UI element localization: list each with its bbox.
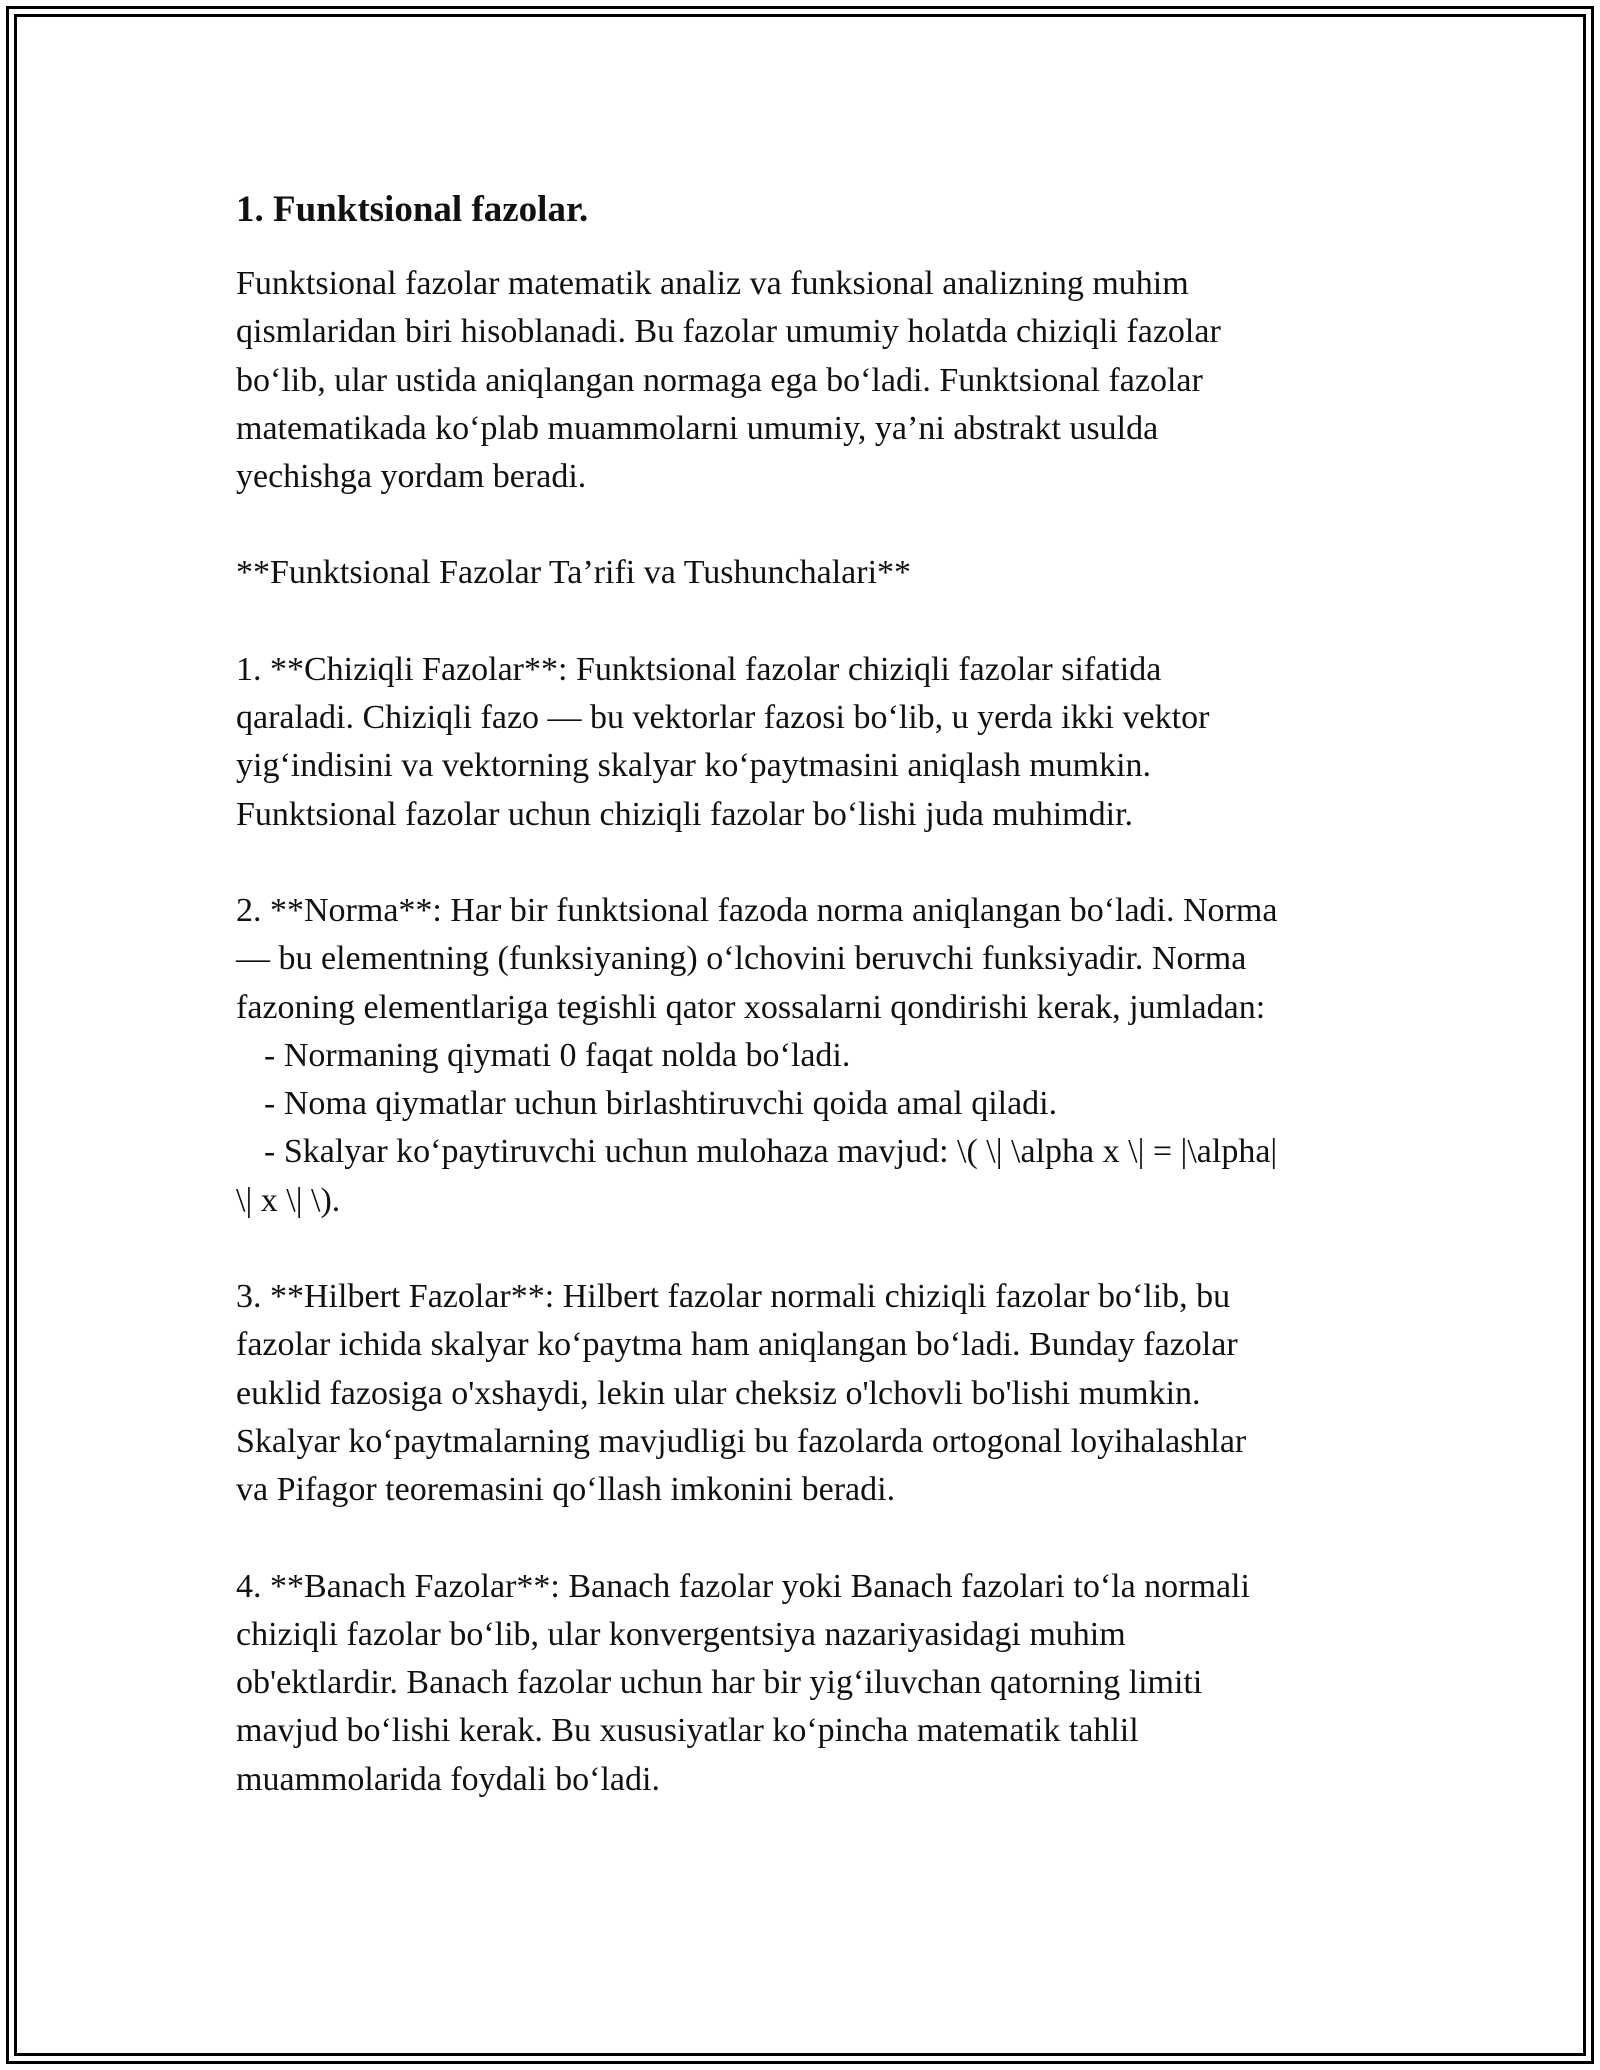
text-line: euklid fazosiga o'xshaydi, lekin ular cheksiz o'lchovli bo'lishi mumkin. — [236, 1374, 1201, 1412]
text-line: ob'ektlardir. Banach fazolar uchun har bir yig‘iluvchan qatorning limiti — [236, 1664, 1203, 1702]
text-line: 1. **Chiziqli Fazolar**: Funktsional fazolar chiziqli fazolar sifatida — [236, 650, 1162, 688]
text-line: Funktsional fazolar matematik analiz va funksional analizning muhim — [236, 265, 1189, 302]
text-line: fazoning elementlariga tegishli qator xossalarni qondirishi kerak, jumladan: — [236, 988, 1266, 1026]
text-line: \| x \| \). — [236, 1181, 341, 1219]
linear-spaces-paragraph — [236, 646, 1366, 839]
text-line: yig‘indisini va vektorning skalyar ko‘paytmasini aniqlash mumkin. — [236, 747, 1152, 785]
text-line: va Pifagor teoremasini qo‘llash imkonini beradi. — [236, 1471, 896, 1509]
text-line: 3. **Hilbert Fazolar**: Hilbert fazolar normali chiziqli fazolar bo‘lib, bu — [236, 1278, 1231, 1316]
document-body — [236, 186, 1366, 1852]
text-line: — bu elementning (funksiyaning) o‘lchovini beruvchi funksiyadir. Norma — [236, 940, 1247, 978]
text-line: 2. **Norma**: Har bir funktsional fazoda norma aniqlangan bo‘ladi. Norma — [236, 891, 1278, 929]
subheading-paragraph — [236, 549, 1366, 597]
text-line: mavjud bo‘lishi kerak. Bu xususiyatlar ko‘pincha matematik tahlil — [236, 1712, 1139, 1750]
text-line: fazolar ichida skalyar ko‘paytma ham aniqlangan bo‘ladi. Bunday fazolar — [236, 1326, 1238, 1364]
hilbert-paragraph — [236, 1273, 1366, 1514]
text-line: muammolarida foydali bo‘ladi. — [236, 1760, 660, 1798]
intro-paragraph — [236, 260, 1366, 501]
text-line: bo‘lib, ular ustida aniqlangan normaga ega bo‘ladi. Funktsional fazolar — [236, 361, 1203, 399]
text-line: chiziqli fazolar bo‘lib, ular konvergentsiya nazariyasidagi muhim — [236, 1615, 1126, 1653]
banach-paragraph — [236, 1563, 1366, 1804]
list-item-line: - Skalyar ko‘paytiruvchi uchun mulohaza mavjud: \( \| \alpha x \| = |\alpha| — [264, 1133, 1278, 1171]
text-line: Skalyar ko‘paytmalarning mavjudligi bu fazolarda ortogonal loyihalashlar — [236, 1422, 1247, 1460]
text-line: 4. **Banach Fazolar**: Banach fazolar yoki Banach fazolari to‘la normali — [236, 1567, 1250, 1605]
text-line: Funktsional fazolar uchun chiziqli fazolar bo‘lishi juda muhimdir. — [236, 795, 1134, 833]
text-line: qismlaridan biri hisoblanadi. Bu fazolar umumiy holatda chiziqli fazolar — [236, 313, 1221, 351]
list-item-line: - Noma qiymatlar uchun birlashtiruvchi qoida amal qiladi. — [264, 1085, 1058, 1123]
section-heading: 1. Funktsional fazolar. — [236, 189, 589, 230]
text-line: qaraladi. Chiziqli fazo — bu vektorlar fazosi bo‘lib, u yerda ikki vektor — [236, 699, 1210, 737]
text-line: matematikada ko‘plab muammolarni umumiy, ya’ni abstrakt usulda — [236, 409, 1159, 447]
norm-paragraph — [236, 887, 1366, 1225]
text-line: yechishga yordam beradi. — [236, 458, 587, 496]
list-item-line: - Normaning qiymati 0 faqat nolda bo‘ladi. — [264, 1036, 851, 1074]
text-line: **Funktsional Fazolar Ta’rifi va Tushunchalari** — [236, 554, 912, 592]
